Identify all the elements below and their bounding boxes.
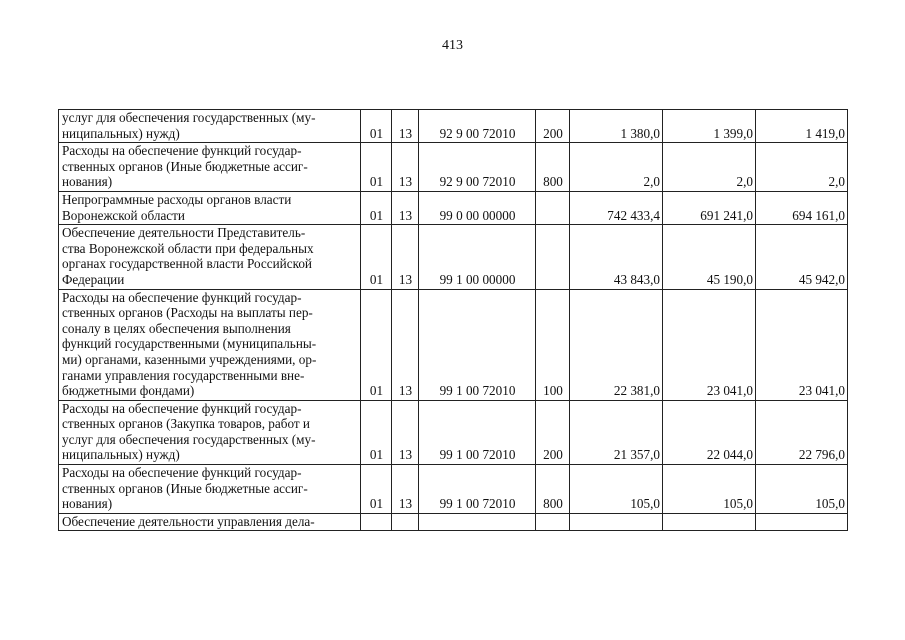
- amount-year-1: 43 843,0: [570, 225, 663, 289]
- table-row: [59, 465, 848, 514]
- description-line: Расходы на обеспечение функций государ-: [62, 400, 302, 416]
- description-line: Воронежской области: [62, 207, 185, 223]
- subsection-code: 13: [392, 143, 419, 192]
- table-row: [59, 289, 848, 400]
- amount-year-1: 22 381,0: [570, 289, 663, 400]
- target-article-code: 99 1 00 72010: [419, 465, 536, 514]
- section-code: 01: [361, 465, 392, 514]
- expense-description: [59, 289, 361, 400]
- expense-description: [59, 400, 361, 464]
- expense-type-code: 800: [536, 465, 570, 514]
- description-line: ниципальных) нужд): [62, 447, 180, 463]
- expense-description: [59, 110, 361, 143]
- amount-year-2: 691 241,0: [663, 191, 756, 224]
- budget-table: [58, 109, 848, 531]
- description-line: Обеспечение деятельности Представитель-: [62, 225, 306, 241]
- expense-type-code: 200: [536, 400, 570, 464]
- section-code: 01: [361, 110, 392, 143]
- amount-year-3: 694 161,0: [756, 191, 848, 224]
- amount-year-1: 105,0: [570, 465, 663, 514]
- table-row: [59, 225, 848, 289]
- expense-description: [59, 143, 361, 192]
- table-body: [59, 110, 848, 531]
- description-line: ственных органов (Иные бюджетные ассиг-: [62, 158, 308, 174]
- amount-year-2: 2,0: [663, 143, 756, 192]
- amount-year-2: 1 399,0: [663, 110, 756, 143]
- description-line: ственных органов (Закупка товаров, работ и: [62, 416, 310, 432]
- page-number: 413: [442, 38, 463, 53]
- subsection-code: 13: [392, 225, 419, 289]
- amount-year-3: 22 796,0: [756, 400, 848, 464]
- subsection-code: 13: [392, 289, 419, 400]
- description-line: нования): [62, 174, 113, 190]
- description-line: услуг для обеспечения государственных (му-: [62, 431, 316, 447]
- expense-description: [59, 225, 361, 289]
- table-row: [59, 143, 848, 192]
- amount-year-2: 23 041,0: [663, 289, 756, 400]
- amount-year-1: 1 380,0: [570, 110, 663, 143]
- target-article-code: 92 9 00 72010: [419, 143, 536, 192]
- expense-type-code: [536, 513, 570, 531]
- section-code: 01: [361, 225, 392, 289]
- section-code: 01: [361, 400, 392, 464]
- amount-year-1: 21 357,0: [570, 400, 663, 464]
- amount-year-2: 105,0: [663, 465, 756, 514]
- section-code: [361, 513, 392, 531]
- description-line: Расходы на обеспечение функций государ-: [62, 465, 302, 481]
- amount-year-3: 2,0: [756, 143, 848, 192]
- subsection-code: 13: [392, 465, 419, 514]
- description-line: услуг для обеспечения государственных (му-: [62, 110, 316, 125]
- subsection-code: [392, 513, 419, 531]
- description-line: соналу в целях обеспечения выполнения: [62, 320, 291, 336]
- description-line: ственных органов (Расходы на выплаты пер-: [62, 305, 313, 321]
- amount-year-3: 105,0: [756, 465, 848, 514]
- description-line: бюджетными фондами): [62, 383, 195, 399]
- amount-year-1: 742 433,4: [570, 191, 663, 224]
- expense-type-code: 800: [536, 143, 570, 192]
- description-line: нования): [62, 496, 113, 512]
- expense-type-code: 200: [536, 110, 570, 143]
- description-line: Обеспечение деятельности управления дела-: [62, 513, 315, 529]
- target-article-code: 99 1 00 72010: [419, 289, 536, 400]
- description-line: ганами управления государственными вне-: [62, 367, 305, 383]
- subsection-code: 13: [392, 110, 419, 143]
- amount-year-1: [570, 513, 663, 531]
- table-row: [59, 191, 848, 224]
- amount-year-3: 1 419,0: [756, 110, 848, 143]
- expense-description: [59, 191, 361, 224]
- target-article-code: 99 1 00 72010: [419, 400, 536, 464]
- description-line: ства Воронежской области при федеральных: [62, 240, 314, 256]
- table-row: [59, 110, 848, 143]
- target-article-code: 92 9 00 72010: [419, 110, 536, 143]
- expense-type-code: [536, 225, 570, 289]
- target-article-code: 99 0 00 00000: [419, 191, 536, 224]
- target-article-code: [419, 513, 536, 531]
- expense-description: [59, 513, 361, 531]
- subsection-code: 13: [392, 400, 419, 464]
- description-line: органах государственной власти Российской: [62, 256, 312, 272]
- subsection-code: 13: [392, 191, 419, 224]
- amount-year-2: [663, 513, 756, 531]
- description-line: Непрограммные расходы органов власти: [62, 191, 292, 207]
- amount-year-3: [756, 513, 848, 531]
- amount-year-2: 22 044,0: [663, 400, 756, 464]
- target-article-code: 99 1 00 00000: [419, 225, 536, 289]
- amount-year-3: 23 041,0: [756, 289, 848, 400]
- expense-type-code: [536, 191, 570, 224]
- description-line: ми) органами, казенными учреждениями, ор-: [62, 351, 317, 367]
- description-line: ниципальных) нужд): [62, 125, 180, 141]
- table-row: [59, 513, 848, 531]
- expense-type-code: 100: [536, 289, 570, 400]
- amount-year-2: 45 190,0: [663, 225, 756, 289]
- section-code: 01: [361, 191, 392, 224]
- section-code: 01: [361, 289, 392, 400]
- description-line: Расходы на обеспечение функций государ-: [62, 289, 302, 305]
- table-row: [59, 400, 848, 464]
- description-line: Расходы на обеспечение функций государ-: [62, 143, 302, 159]
- description-line: ственных органов (Иные бюджетные ассиг-: [62, 480, 308, 496]
- amount-year-3: 45 942,0: [756, 225, 848, 289]
- description-line: Федерации: [62, 271, 125, 287]
- section-code: 01: [361, 143, 392, 192]
- amount-year-1: 2,0: [570, 143, 663, 192]
- expense-description: [59, 465, 361, 514]
- description-line: функций государственными (муниципальны-: [62, 336, 317, 352]
